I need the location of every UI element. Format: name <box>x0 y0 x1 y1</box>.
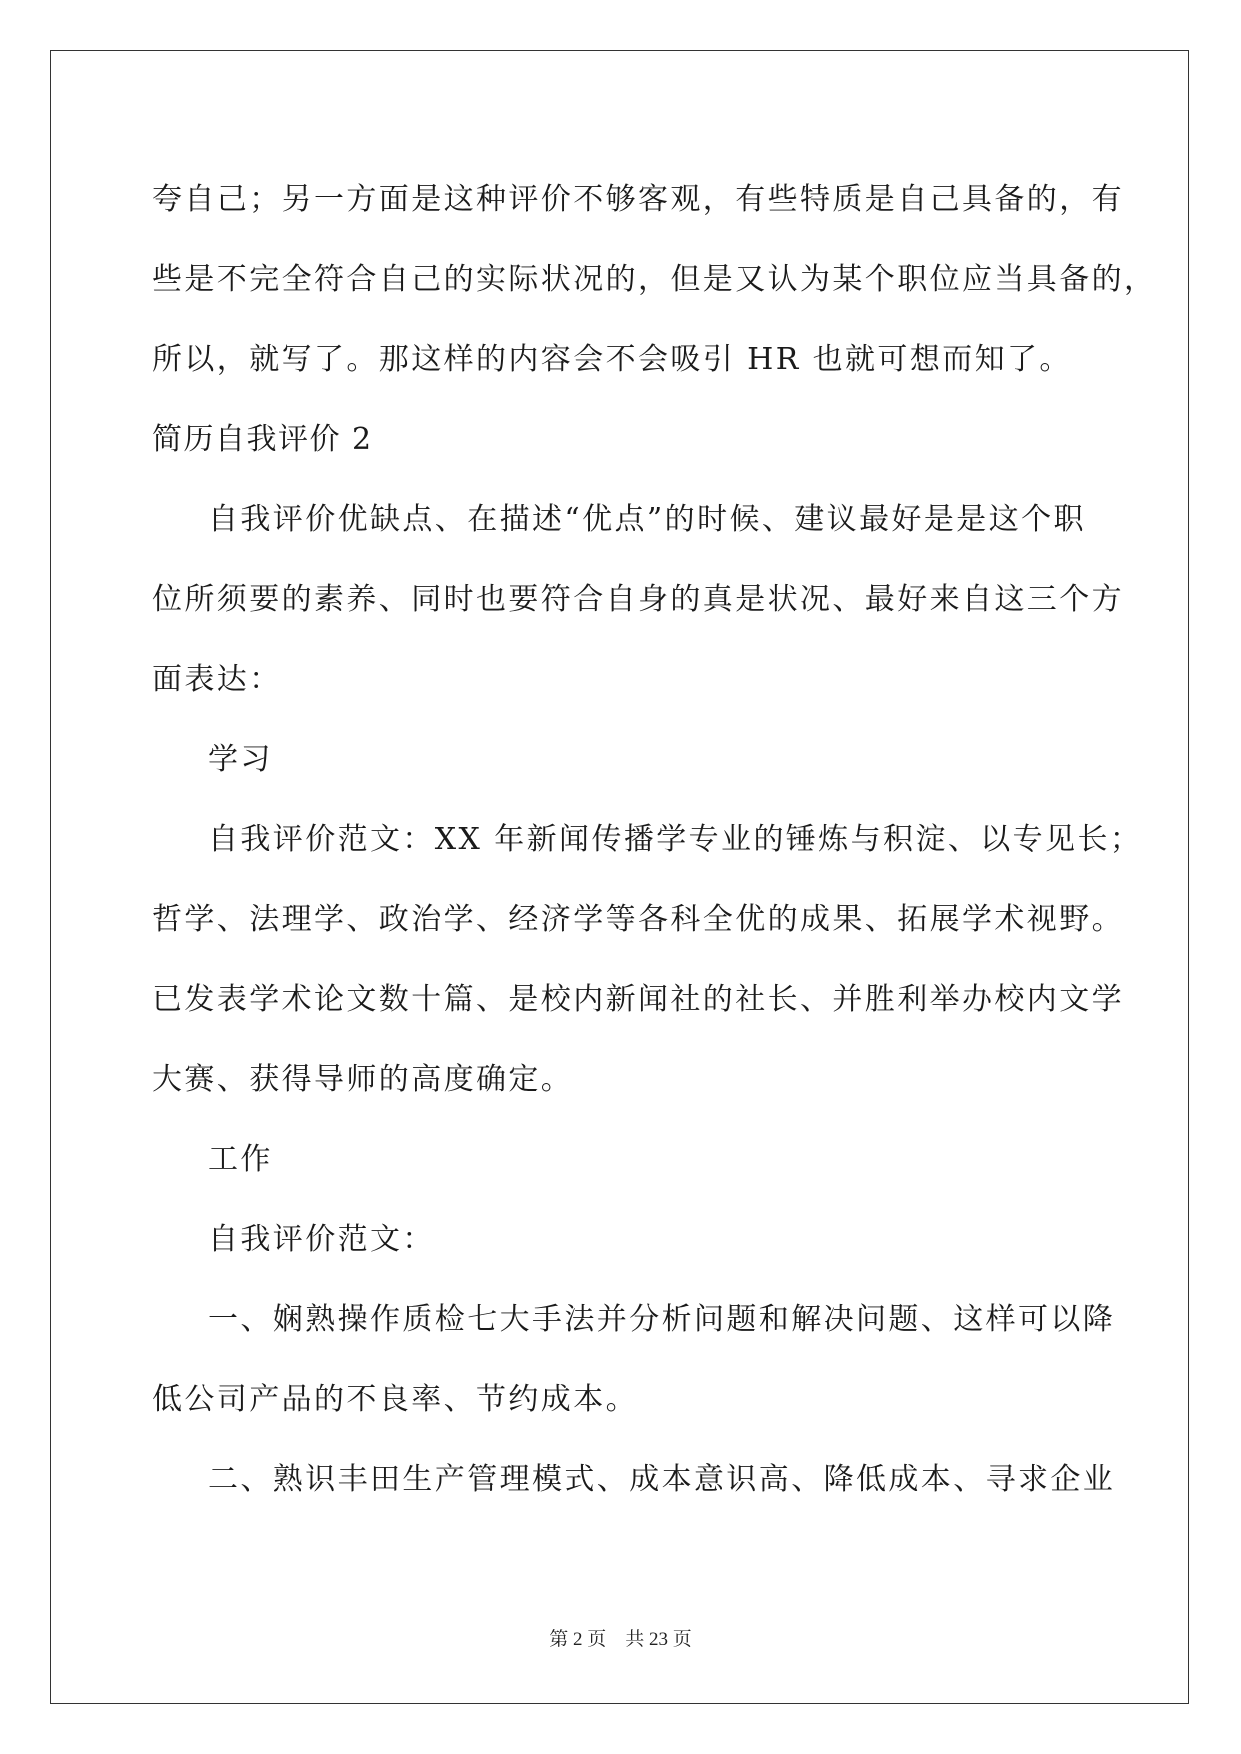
text-line: 夸自己；另一方面是这种评价不够客观，有些特质是自己具备的，有 <box>152 182 1124 217</box>
text-line: 低公司产品的不良率、节约成本。 <box>152 1382 638 1417</box>
text-line: 位所须要的素养、同时也要符合自身的真是状况、最好来自这三个方 <box>152 582 1124 617</box>
text-line: 工作 <box>208 1142 273 1177</box>
text-line: 自我评价范文：XX 年新闻传播学专业的锤炼与积淀、以专见长； <box>208 822 1143 857</box>
text-line: 自我评价范文： <box>208 1222 435 1257</box>
text-line: 面表达： <box>152 662 282 697</box>
text-line: 学习 <box>208 742 273 777</box>
document-body <box>152 160 1157 1520</box>
text-line: 些是不完全符合自己的实际状况的，但是又认为某个职位应当具备的， <box>152 262 1157 297</box>
section-heading: 简历自我评价 2 <box>152 422 373 457</box>
text-line: 一、娴熟操作质检七大手法并分析问题和解决问题、这样可以降 <box>208 1302 1116 1337</box>
text-line: 自我评价优缺点、在描述“优点”的时候、建议最好是是这个职 <box>208 502 1086 537</box>
page-number-footer: 第 2 页 共 23 页 <box>549 1629 692 1650</box>
text-line: 已发表学术论文数十篇、是校内新闻社的社长、并胜利举办校内文学 <box>152 982 1124 1017</box>
text-line: 大赛、获得导师的高度确定。 <box>152 1062 574 1097</box>
text-line: 所以，就写了。那这样的内容会不会吸引 HR 也就可想而知了。 <box>152 342 1072 377</box>
text-line: 哲学、法理学、政治学、经济学等各科全优的成果、拓展学术视野。 <box>152 902 1124 937</box>
text-line: 二、熟识丰田生产管理模式、成本意识高、降低成本、寻求企业 <box>208 1462 1116 1497</box>
